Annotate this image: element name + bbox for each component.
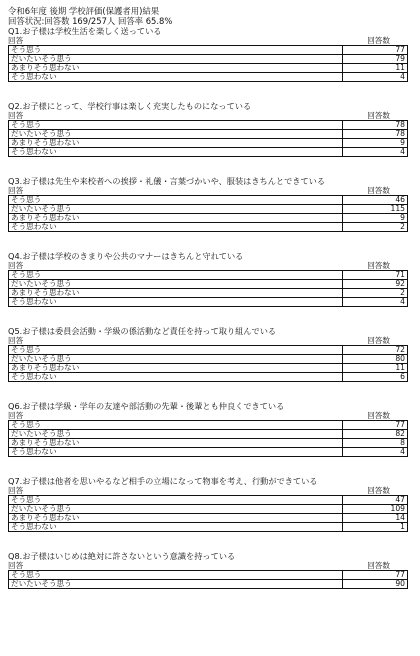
answer-label: そう思う <box>9 571 343 580</box>
answer-count: 47 <box>343 496 408 505</box>
question-block <box>8 401 414 457</box>
table-header <box>8 336 408 345</box>
answer-count: 9 <box>343 139 408 148</box>
answer-count: 78 <box>343 130 408 139</box>
answer-count: 79 <box>343 55 408 64</box>
question-title: Q2.お子様にとって、学校行事は楽しく充実したものになっている <box>8 101 252 111</box>
answer-table <box>8 495 408 532</box>
question-list <box>8 26 414 589</box>
answer-count: 2 <box>343 223 408 232</box>
answer-count: 92 <box>343 280 408 289</box>
answer-label: そう思う <box>9 496 343 505</box>
answer-label: だいたいそう思う <box>9 580 343 589</box>
table-row <box>9 289 408 298</box>
answer-count: 71 <box>343 271 408 280</box>
answer-count: 46 <box>343 196 408 205</box>
answer-label: そう思わない <box>9 298 343 307</box>
answer-count: 11 <box>343 64 408 73</box>
table-row <box>9 223 408 232</box>
answer-label: そう思わない <box>9 73 343 82</box>
table-row <box>9 214 408 223</box>
question-block <box>8 551 414 589</box>
answer-label: あまりそう思わない <box>9 439 343 448</box>
table-row <box>9 580 408 589</box>
answer-label: そう思う <box>9 196 343 205</box>
answer-column-header: 回答 <box>8 486 24 495</box>
count-column-header: 回答数 <box>367 336 390 345</box>
answer-label: そう思う <box>9 46 343 55</box>
answer-label: そう思う <box>9 421 343 430</box>
answer-count: 82 <box>343 430 408 439</box>
answer-count: 14 <box>343 514 408 523</box>
count-column-header: 回答数 <box>367 186 390 195</box>
table-row <box>9 439 408 448</box>
answer-count: 4 <box>343 148 408 157</box>
answer-count: 11 <box>343 364 408 373</box>
question-title: Q1.お子様は学校生活を楽しく送っている <box>8 26 162 36</box>
answer-label: そう思わない <box>9 148 343 157</box>
answer-count: 77 <box>343 421 408 430</box>
question-title: Q3.お子様は先生や来校者への挨拶・礼儀・言葉づかいや、服装はきちんとできている <box>8 176 326 186</box>
answer-count: 4 <box>343 73 408 82</box>
answer-label: そう思わない <box>9 523 343 532</box>
answer-table <box>8 270 408 307</box>
document-title: 令和6年度 後期 学校評価(保護者用)結果 <box>8 6 160 16</box>
answer-label: あまりそう思わない <box>9 64 343 73</box>
answer-label: だいたいそう思う <box>9 55 343 64</box>
table-row <box>9 139 408 148</box>
answer-label: だいたいそう思う <box>9 430 343 439</box>
answer-count: 77 <box>343 571 408 580</box>
table-row <box>9 448 408 457</box>
answer-column-header: 回答 <box>8 411 24 420</box>
answer-column-header: 回答 <box>8 111 24 120</box>
answer-count: 115 <box>343 205 408 214</box>
count-column-header: 回答数 <box>367 261 390 270</box>
answer-label: だいたいそう思う <box>9 505 343 514</box>
answer-table <box>8 420 408 457</box>
answer-table <box>8 195 408 232</box>
answer-label: そう思わない <box>9 373 343 382</box>
answer-label: あまりそう思わない <box>9 214 343 223</box>
answer-label: そう思わない <box>9 448 343 457</box>
answer-count: 2 <box>343 289 408 298</box>
answer-label: そう思う <box>9 271 343 280</box>
table-row <box>9 523 408 532</box>
question-title: Q8.お子様はいじめは絶対に許さないという意識を持っている <box>8 551 236 561</box>
answer-count: 77 <box>343 46 408 55</box>
question-title: Q5.お子様は委員会活動・学級の係活動など責任を持って取り組んでいる <box>8 326 277 336</box>
answer-column-header: 回答 <box>8 36 24 45</box>
question-block <box>8 26 414 82</box>
answer-column-header: 回答 <box>8 261 24 270</box>
answer-count: 8 <box>343 439 408 448</box>
answer-label: あまりそう思わない <box>9 514 343 523</box>
answer-label: だいたいそう思う <box>9 205 343 214</box>
response-status: 回答状況:回答数 169/257人 回答率 65.8% <box>8 16 173 26</box>
answer-count: 72 <box>343 346 408 355</box>
table-header <box>8 36 408 45</box>
count-column-header: 回答数 <box>367 36 390 45</box>
answer-column-header: 回答 <box>8 336 24 345</box>
answer-count: 4 <box>343 448 408 457</box>
answer-count: 4 <box>343 298 408 307</box>
table-row <box>9 373 408 382</box>
answer-table <box>8 120 408 157</box>
table-row <box>9 73 408 82</box>
count-column-header: 回答数 <box>367 561 390 570</box>
table-row <box>9 64 408 73</box>
answer-label: そう思う <box>9 121 343 130</box>
count-column-header: 回答数 <box>367 111 390 120</box>
answer-label: あまりそう思わない <box>9 139 343 148</box>
answer-column-header: 回答 <box>8 186 24 195</box>
answer-label: あまりそう思わない <box>9 364 343 373</box>
question-block <box>8 101 414 157</box>
answer-table <box>8 45 408 82</box>
table-row <box>9 364 408 373</box>
answer-label: だいたいそう思う <box>9 280 343 289</box>
answer-count: 90 <box>343 580 408 589</box>
answer-label: そう思う <box>9 346 343 355</box>
table-header <box>8 261 408 270</box>
question-block <box>8 176 414 232</box>
table-row <box>9 298 408 307</box>
question-block <box>8 251 414 307</box>
question-title: Q4.お子様は学校のきまりや公共のマナーはきちんと守れている <box>8 251 244 261</box>
answer-count: 109 <box>343 505 408 514</box>
table-header <box>8 186 408 195</box>
answer-count: 9 <box>343 214 408 223</box>
answer-label: だいたいそう思う <box>9 130 343 139</box>
answer-count: 78 <box>343 121 408 130</box>
table-header <box>8 411 408 420</box>
answer-label: だいたいそう思う <box>9 355 343 364</box>
answer-table <box>8 345 408 382</box>
question-block <box>8 326 414 382</box>
question-title: Q6.お子様は学級・学年の友達や部活動の先輩・後輩とも仲良くできている <box>8 401 285 411</box>
table-header <box>8 486 408 495</box>
table-row <box>9 148 408 157</box>
question-block <box>8 476 414 532</box>
count-column-header: 回答数 <box>367 486 390 495</box>
answer-label: そう思わない <box>9 223 343 232</box>
answer-count: 80 <box>343 355 408 364</box>
table-header <box>8 561 408 570</box>
table-header <box>8 111 408 120</box>
answer-table <box>8 570 408 589</box>
answer-column-header: 回答 <box>8 561 24 570</box>
count-column-header: 回答数 <box>367 411 390 420</box>
answer-count: 1 <box>343 523 408 532</box>
question-title: Q7.お子様は他者を思いやるなど相手の立場になって物事を考え、行動ができている <box>8 476 318 486</box>
table-row <box>9 514 408 523</box>
answer-label: あまりそう思わない <box>9 289 343 298</box>
answer-count: 6 <box>343 373 408 382</box>
